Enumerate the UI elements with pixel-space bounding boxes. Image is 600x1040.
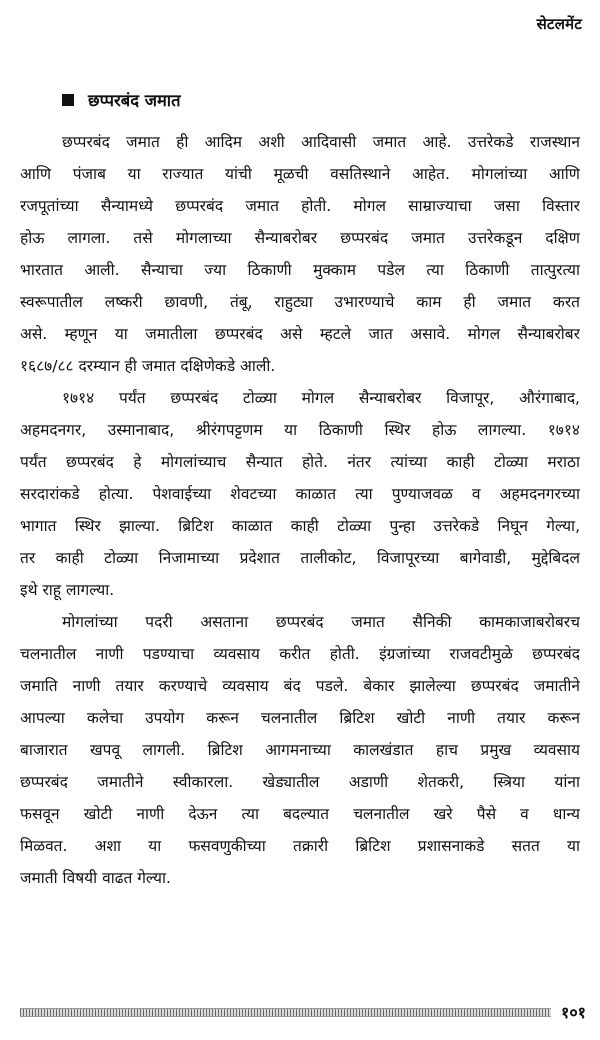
body-text [20,126,580,894]
paragraph-line: बाजारात खपवू लागली. ब्रिटिश आगमनाच्या कालखंडात हाच प्रमुख व्यवसाय [20,741,580,759]
paragraph-line: सरदारांकडे होत्या. पेशवाईच्या शेवटच्या काळात त्या पुण्याजवळ व अहमदनगरच्या [20,485,580,503]
square-bullet-icon [62,94,74,106]
paragraph-line: आणि पंजाब या राज्यात यांची मूळची वसतिस्थाने आहेत. मोगलांच्या आणि [20,165,580,183]
paragraph-line: भागात स्थिर झाल्या. ब्रिटिश काळात काही टोळ्या पुन्हा उत्तरेकडे निघून गेल्या, [20,517,580,535]
paragraph-line: इथे राहू लागल्या. [20,581,115,599]
paragraph-line: जमाति नाणी तयार करण्याचे व्यवसाय बंद पडले. बेकार झालेल्या छप्परबंद जमातीने [20,677,580,695]
paragraph-line: छप्परबंद जमात ही आदिम अशी आदिवासी जमात आहे. उत्तरेकडे राजस्थान [62,133,580,151]
page-footer [20,1002,586,1022]
paragraph-line: स्वरूपातील लष्करी छावणी, तंबू, राहुट्या उभारण्याचे काम ही जमात करत [20,293,580,311]
paragraph-line: पर्यंत छप्परबंद हे मोगलांच्याच सैन्यात होते. नंतर त्यांच्या काही टोळ्या मराठा [20,453,580,471]
paragraph-3 [20,606,580,894]
paragraph-line: छप्परबंद जमातीने स्वीकारला. खेड्यातील अडाणी शेतकरी, स्त्रिया यांना [20,773,580,791]
page-number: १०१ [561,1003,586,1022]
paragraph-line: अहमदनगर, उस्मानाबाद, श्रीरंगपट्टणम या ठिकाणी स्थिर होऊ लागल्या. १७१४ [20,421,580,439]
paragraph-line: मिळवत. अशा या फसवणुकीच्या तक्रारी ब्रिटिश प्रशासनाकडे सतत या [20,837,580,855]
paragraph-line: आपल्या कलेचा उपयोग करून चलनातील ब्रिटिश खोटी नाणी तयार करून [20,709,580,727]
paragraph-line: मोगलांच्या पदरी असताना छप्परबंद जमात सैनिकी कामकाजाबरोबरच [62,613,580,631]
paragraph-line: जमाती विषयी वाढत गेल्या. [20,869,171,887]
paragraph-line: भारतात आली. सैन्याचा ज्या ठिकाणी मुक्काम पडेल त्या ठिकाणी तात्पुरत्या [20,261,580,279]
section-heading [62,88,181,111]
running-head: सेटलमेंट [536,15,582,33]
paragraph-line: असे. म्हणून या जमातीला छप्परबंद असे म्हटले जात असावे. मोगल सैन्याबरोबर [20,325,580,343]
paragraph-1 [20,126,580,382]
paragraph-2 [20,382,580,606]
section-heading-text: छप्परबंद जमात [88,91,181,110]
paragraph-line: चलनातील नाणी पडण्याचा व्यवसाय करीत होती. इंग्रजांच्या राजवटीमुळे छप्परबंद [20,645,580,663]
paragraph-line: होऊ लागला. तसे मोगलाच्या सैन्याबरोबर छप्परबंद जमात उत्तरेकडून दक्षिण [20,229,580,247]
paragraph-line: १७१४ पर्यंत छप्परबंद टोळ्या मोगल सैन्याबरोबर विजापूर, औरंगाबाद, [62,389,580,407]
paragraph-line: रजपूतांच्या सैन्यामध्ये छप्परबंद जमात होती. मोगल साम्राज्याचा जसा विस्तार [20,197,580,215]
paragraph-line: १६८७/८८ दरम्यान ही जमात दक्षिणेकडे आली. [20,357,276,375]
paragraph-line: फसवून खोटी नाणी देऊन त्या बदल्यात चलनातील खरे पैसे व धान्य [20,805,580,823]
footer-rule [20,1008,551,1017]
paragraph-line: तर काही टोळ्या निजामाच्या प्रदेशात तालीकोट, विजापूरच्या बागेवाडी, मुद्देबिदल [20,549,580,567]
